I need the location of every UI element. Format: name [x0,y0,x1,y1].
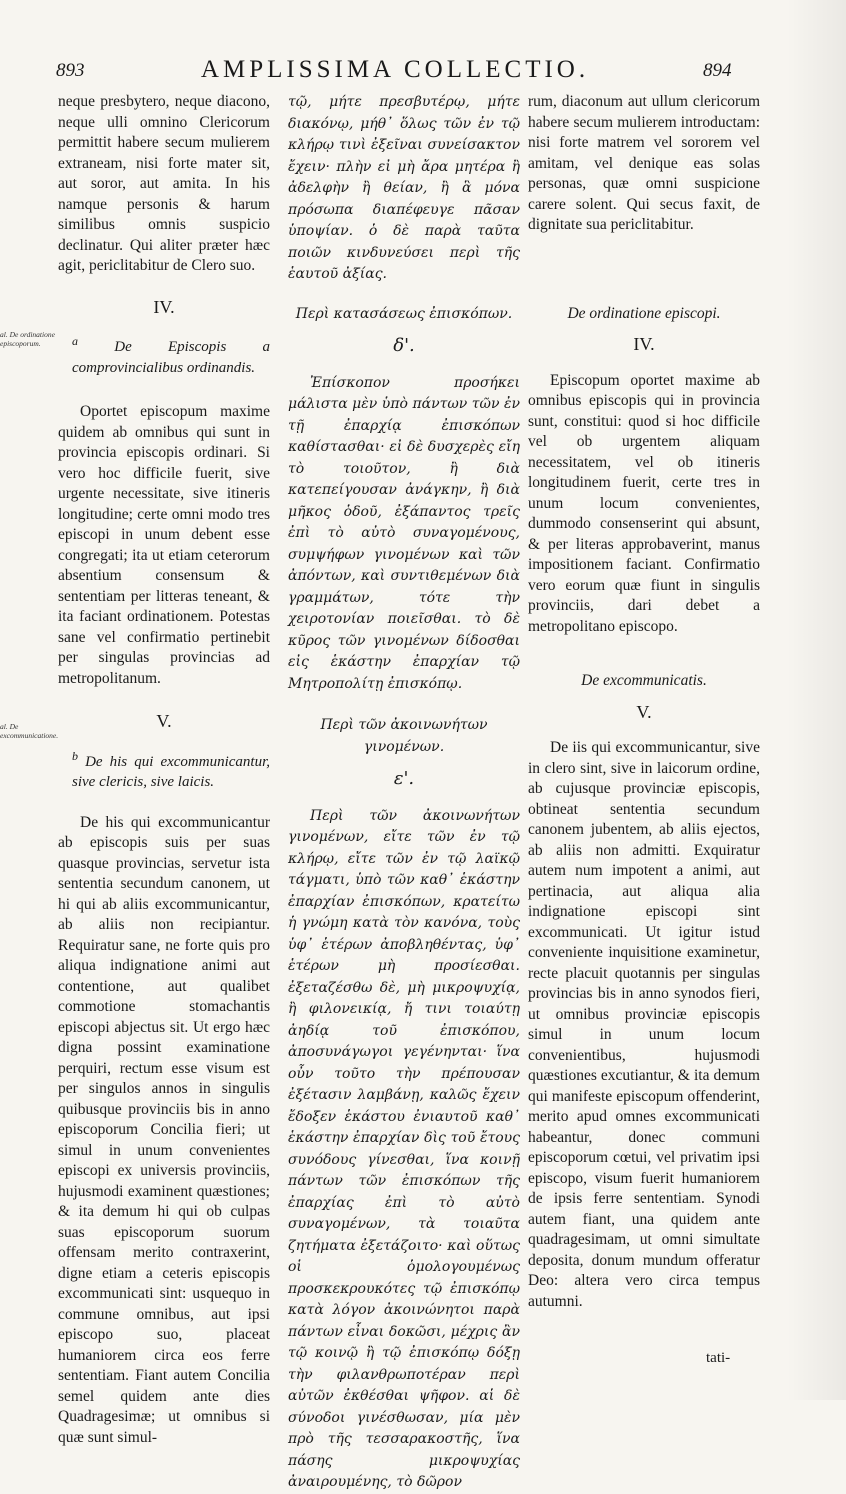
latin-heading-5-text: De his qui excommunicantur, sive clericis, sive laicis. [72,753,271,790]
latin-heading-4 [58,331,270,378]
greek-paragraph-3: Περὶ τῶν ἀκοινωνήτων γινομένων, εἴτε τῶν ἐν τῷ κλήρῳ, εἴτε τῶν ἐν τῷ λαϊκῷ τάγματι, ὑπὸ τῶν καθ᾽ ἑκάστην ἐπαρχίαν ἐπισκόπων, κρατείτω ἡ γνώμη κατὰ τὸν κανόνα, τοὺς ὑφ᾽ ἑτέρων ἀποβληθέντας, ὑφ᾽ ἑτέρων μὴ προσίεσθαι. ἐξεταζέσθω δὲ, μὴ μικροψυχίᾳ, ἢ φιλονεικίᾳ, ἤ τινι τοιαύτῃ ἀηδίᾳ τοῦ ἐπισκόπου, ἀποσυνάγωγοι γεγένηνται· ἵνα οὖν τοῦτο τὴν πρέπουσαν ἐξέτασιν λαμβάνῃ, καλῶς ἔχειν ἔδοξεν ἑκάστου ἐνιαυτοῦ καθ᾽ ἑκάστην ἐπαρχίαν δὶς τοῦ ἔτους συνόδους γίνεσθαι, ἵνα κοινῇ πάντων τῶν ἐπισκόπων τῆς ἐπαρχίας ἐπὶ τὸ αὐτὸ συναγομένων, τὰ τοιαῦτα ζητήματα ἐξετάζοιτο· καὶ οὕτως οἱ ὁμολογουμένως προσκεκρουκότες τῷ ἐπισκόπῳ κατὰ λόγον ἀκοινώνητοι παρὰ πάντων εἶναι δοκῶσι, μέχρις ἂν τῷ κοινῷ ἢ τῷ ἐπισκόπῳ δόξῃ τὴν φιλανθρωποτέραν περὶ αὐτῶν ἐκθέσθαι ψῆφον. αἱ δὲ σύνοδοι γινέσθωσαν, μία μὲν πρὸ τῆς τεσσαρακοστῆς, ἵνα πάσης μικροψυχίας ἀναιρουμένης, τὸ δῶρον [288,807,520,1490]
page-number-left: 893 [56,60,85,81]
footnote-mark-a: a [72,334,78,348]
margin-note-excommunicatione: al. De excommunicatione. [0,722,59,740]
greek-heading-5: Περὶ τῶν ἀκοινωνήτων γινομένων. [320,717,488,755]
latin-canon-number-5: V. [156,711,172,731]
latin2-paragraph-3: De iis qui excommunicantur, sive in clero sint, sive in laicorum ordine, ab cujusque provinciæ episcopis, obtineat sententia secundum canonem jubentem, ab aliis ejectos, ab aliis non admitti. Exquiratur autem num impotent a animi, aut pertinacia, aut aliqua alia indignatione episcopi sint excommunicati. Ut igitur istud conveniente inquisitione examinetur, recte placuit quotannis per singulas provincias bis in anno synodos fieri, ut omnibus provinciæ episcopis simul in unum locum convenientibus, hujusmodi quæstiones excutiantur, & ita demum qui manifeste episcopum offenderint, merito apud omnes excommunicati habeantur, donec communi episcoporum cœtui, vel privatim ipsi episcopo, visum fuerit humaniorem de ipsis ferre sententiam. Synodi autem fiant, una quidem ante quadragesimam, ut omni simultate deposita, donum mundum offeratur Deo: altera vero circa tempus autumni. [528,739,760,1310]
latin-column [58,92,270,1448]
latin-paragraph-2: Oportet episcopum maxime quidem ab omnibus qui sunt in provincia episcopis ordinari. Si vero hoc difficile fuerit, sive urgente necessitate, sive itineris longitudine; certe omni modo tres episcopi in unum debent esse congregati; ita ut etiam ceterorum absentium consensum & sententiam per litteras teneant, & ita faciant ordinationem. Potestas sane vel confirmatio pertinebit per singulas provincias ad metropolitanum. [58,403,270,687]
greek-paragraph-2: Ἐπίσκοπον προσήκει μάλιστα μὲν ὑπὸ πάντων τῶν ἐν τῇ ἐπαρχίᾳ ἐπισκόπων καθίστασθαι· εἰ δὲ δυσχερὲς εἴη τὸ τοιοῦτον, ἢ διὰ κατεπείγουσαν ἀνάγκην, ἢ διὰ μῆκος ὁδοῦ, ἐξάπαντος τρεῖς ἐπὶ τὸ αὐτὸ συναγομένους, συμψήφων γινομένων καὶ τῶν ἀπόντων, καὶ συντιθεμένων διὰ γραμμάτων, τότε τὴν χειροτονίαν ποιεῖσθαι. τὸ δὲ κῦρος τῶν γινομένων δίδοσθαι εἰς ἑκάστην ἐπαρχίαν τῷ Μητροπολίτῃ ἐπισκόπῳ. [288,374,520,692]
page-edge-shadow [786,0,846,1400]
greek-canon-number-5: ε'. [393,768,415,789]
latin2-canon-number-5: V. [636,701,652,722]
latin2-heading-4: De ordinatione episcopi. [567,304,721,322]
greek-paragraph-1: τῷ, μήτε πρεσβυτέρῳ, μήτε διακόνῳ, μήθ᾽ ὅλως τῶν ἐν τῷ κλήρῳ τινὶ ἐξεῖναι συνείσακτον ἔχειν· πλὴν εἰ μὴ ἄρα μητέρα ἢ ἀδελφὴν ἢ θείαν, ἢ ἃ μόνα πρόσωπα διαπέφευγε πᾶσαν ὑποψίαν. ὁ δὲ παρὰ ταῦτα ποιῶν κινδυνεύσει περὶ τῆς ἑαυτοῦ ἀξίας. [288,94,520,282]
latin-canon-number-4: IV. [153,296,175,317]
greek-heading-4: Περὶ κατασάσεως ἐπισκόπων. [295,305,513,322]
footnote-mark-b: b [72,748,78,763]
latin-version-column [528,92,760,1312]
latin2-canon-number-4: IV. [633,334,655,354]
latin-paragraph-3: De his qui excommunicantur ab episcopis suis per suas quasque provincias, servetur ista sententia secundum canonem, ut hi qui ab aliis excommunicantur, ab aliis non recipiantur. Requiratur sane, ne forte quis pro aliqua indignatione animi aut contentione, aut qualibet commotione stomachantis episcopi abjectus sit. Ut ergo hæc digna possint examinatione perquiri, rectum esse visum est per singulos annos in singulis quibusque provinciis bis in anno episcoporum Concilia fieri; ut simul in unum convenientes episcopi ex universis provinciis, hujusmodi examinent quæstiones; & ita demum hi qui ob culpas suas episcoporum suorum offensam merito contraxerint, digne etiam a ceteris episcopis excommunicati sint: usquequo in commune omnibus, aut ipsi episcopo suo, placeat humaniorem circa eos ferre sententiam. Fiant autem Concilia semel quidem ante dies Quadragesimæ; ut omnibus si quæ sunt simul- [58,813,270,1446]
catchword: tati- [706,1350,731,1366]
latin2-heading-5: De excommunicatis. [581,672,707,689]
greek-canon-number-4: δ'. [393,335,415,356]
latin2-paragraph-2: Episcopum oportet maxime ab omnibus episcopis qui in provincia sunt, constitui: quod si hoc difficile vel ob urgentem aliquam necessitatem, vel ob itineris longitudinem fuerit, certe tres in unum locum convenientes, dummodo consenserint qui absunt, & per literas approbaverint, manus impositionem faciant. Confirmatio vero eorum quæ fiunt in singulis provinciis, dari debet a metropolitano episcopo. [528,371,760,635]
page-number-right: 894 [703,60,732,81]
latin-heading-4-text: De Episcopis a comprovincialibus ordinandis. [72,339,271,376]
running-title: AMPLISSIMA COLLECTIO. [200,56,590,83]
margin-note-ordinatione: al. De ordinatione episcoporum. [0,330,55,348]
latin-heading-5 [58,746,270,793]
greek-column [288,92,520,1494]
latin2-paragraph-1: rum, diaconum aut ullum clericorum habere secum mulierem introductam: nisi forte matrem vel sororem vel amitam, vel denique eas solas personas, quæ omni suspicione carere solent. Qui secus faxit, de dignitate sua periclitabitur. [528,93,760,233]
latin-paragraph-1: neque presbytero, neque diacono, neque ulli omnino Clericorum permittit habere secum mulierem extraneam, nisi forte mater sit, aut soror, aut amita. In his namque personis & harum similibus omnis suspicio declinatur. Qui aliter præter hæc agit, periclitabitur de Clero suo. [58,93,270,274]
